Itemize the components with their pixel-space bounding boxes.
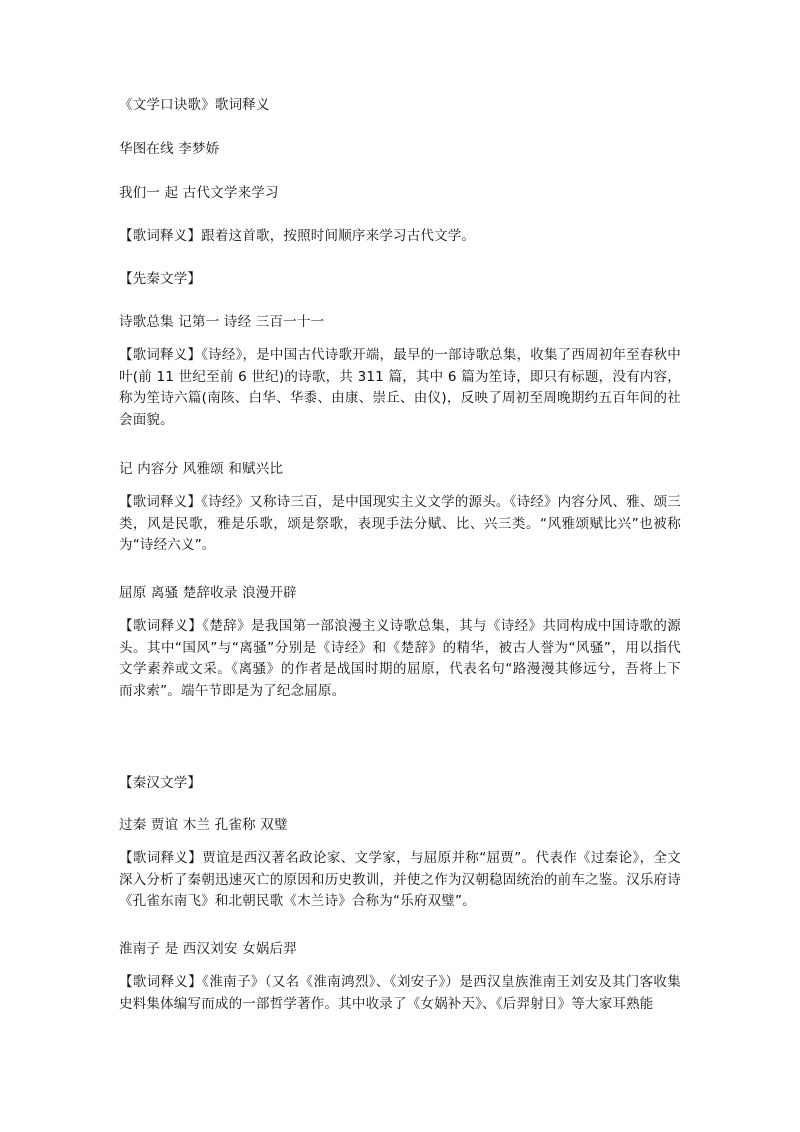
section-heading-qin-han: 【秦汉文学】 xyxy=(119,775,202,791)
author-byline: 华图在线 李梦娇 xyxy=(119,141,220,157)
lyric-line: 记 内容分 风雅颂 和赋兴比 xyxy=(119,461,284,477)
lyric-line: 我们一 起 古代文学来学习 xyxy=(119,185,279,201)
document-title: 《文学口诀歌》歌词释义 xyxy=(119,97,270,113)
lyric-note: 【歌词释义】《淮南子》（又名《淮南鸿烈》、《刘安子》）是西汉皇族淮南王刘安及其门客收集史料集体编写而成的一部哲学著作。其中收录了《女娲补天》、《后羿射日》等大家耳熟能 xyxy=(119,974,681,1012)
lyric-note: 【歌词释义】《诗经》，是中国古代诗歌开端，最早的一部诗歌总集，收集了西周初年至春秋中叶(前 11 世纪至前 6 世纪)的诗歌，共 311 篇，其中 6 篇为笙诗，即只有标题，没有内容，称为笙诗六篇(南陔、白华、华黍、由康、崇丘、由仪)，反映了周初至周晚期约五百年间的社会面貌。 xyxy=(119,347,681,428)
lyric-note: 【歌词释义】《楚辞》是我国第一部浪漫主义诗歌总集，其与《诗经》共同构成中国诗歌的源头。其中“国风”与“离骚”分别是《诗经》和《楚辞》的精华，被古人誉为“风骚”，用以指代文学素养或文采。《离骚》的作者是战国时期的屈原，代表名句“路漫漫其修远兮，吾将上下而求索”。端午节即是为了纪念屈原。 xyxy=(119,618,681,699)
lyric-line: 过秦 贾谊 木兰 孔雀称 双璧 xyxy=(119,817,288,833)
lyric-line: 屈原 离骚 楚辞收录 浪漫开辟 xyxy=(119,585,297,601)
lyric-note: 【歌词释义】跟着这首歌，按照时间顺序来学习古代文学。 xyxy=(119,228,476,244)
lyric-note: 【歌词释义】贾谊是西汉著名政论家、文学家，与屈原并称“屈贾”。代表作《过秦论》，全文深入分析了秦朝迅速灭亡的原因和历史教训，并使之作为汉朝稳固统治的前车之鉴。汉乐府诗《孔雀东南飞》和北朝民歌《木兰诗》合称为“乐府双璧”。 xyxy=(119,850,681,909)
lyric-line: 淮南子 是 西汉刘安 女娲后羿 xyxy=(119,941,297,957)
lyric-note: 【歌词释义】《诗经》又称诗三百，是中国现实主义文学的源头。《诗经》内容分风、雅、颂三类，风是民歌，雅是乐歌，颂是祭歌，表现手法分赋、比、兴三类。“风雅颂赋比兴”也被称为“诗经六义”。 xyxy=(119,494,681,553)
lyric-line: 诗歌总集 记第一 诗经 三百一十一 xyxy=(119,314,325,330)
section-heading-pre-qin: 【先秦文学】 xyxy=(119,271,202,287)
